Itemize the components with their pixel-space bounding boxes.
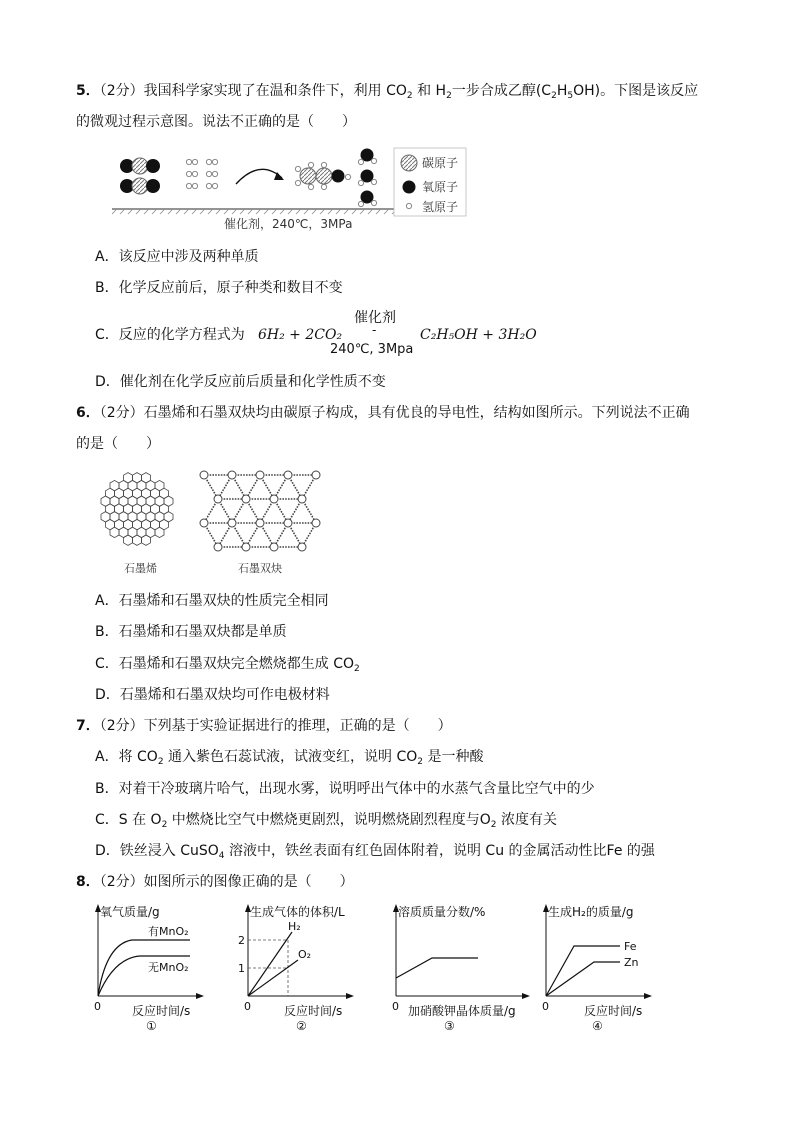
graph-4-series-zn: Zn — [624, 956, 639, 969]
q7-option-c[interactable] — [95, 810, 557, 830]
oxygen-atom-icon — [403, 181, 416, 194]
graph-4-origin: 0 — [542, 1000, 549, 1013]
q7-option-a[interactable] — [95, 747, 483, 767]
equation-condition-top: 催化剂 — [354, 310, 396, 326]
legend-oxygen: 氧原子 — [422, 180, 459, 194]
graph-3-origin: 0 — [392, 1000, 399, 1013]
equation-right: C₂H₅OH + 3H₂O — [420, 327, 537, 343]
q7-option-b[interactable]: B．对着干冷玻璃片哈气，出现水雾，说明呼出气体中的水蒸气含量比空气中的少 — [95, 781, 595, 797]
graph-1-series-2: 无MnO₂ — [148, 961, 189, 974]
q6-number: 6． — [76, 405, 100, 421]
graph-3-ylabel: 溶质质量分数/% — [398, 905, 486, 919]
q7-option-d[interactable] — [95, 841, 655, 861]
curve-concentration — [396, 958, 478, 978]
q7-stem-text: 下列基于实验证据进行的推理，正确的是（ ） — [143, 718, 452, 734]
q5-option-b[interactable]: B．化学反应前后，原子种类和数目不变 — [95, 280, 343, 296]
graphene-lattice — [101, 473, 173, 546]
graph-1-series-1: 有MnO₂ — [148, 925, 189, 938]
h2-molecules — [186, 159, 217, 188]
curve-zn — [546, 962, 620, 996]
graphdiyne-structure — [190, 466, 330, 556]
co2-molecule — [120, 158, 160, 174]
q7-sub: 2 — [157, 757, 164, 767]
legend-hydrogen: 氢原子 — [422, 200, 459, 214]
q8-points: （2分） — [99, 874, 144, 890]
q7-points: （2分） — [99, 718, 144, 734]
graphene-structure — [94, 466, 180, 552]
graph-4-xlabel: 反应时间/s — [584, 1004, 643, 1018]
q5-points: （2分） — [99, 83, 144, 99]
legend-carbon: 碳原子 — [422, 156, 459, 170]
benzene-ring — [284, 471, 292, 479]
graph-4-series-fe: Fe — [624, 940, 637, 953]
carbon-atom-icon — [401, 155, 417, 171]
q6-points: （2分） — [99, 405, 144, 421]
graph-4 — [536, 900, 656, 1035]
benzene-ring — [214, 495, 222, 503]
q5-stem-text: 我国科学家实现了在温和条件下，利用 CO — [143, 83, 407, 99]
equation-condition-mid: - — [372, 323, 377, 337]
q7-option-c-text: C．S 在 O — [95, 812, 162, 828]
graph-2-series-o2: O₂ — [298, 948, 312, 961]
q5-number: 5． — [76, 83, 100, 99]
graph-3-caption: ③ — [444, 1019, 455, 1033]
graph-1-xlabel: 反应时间/s — [132, 1004, 191, 1018]
line-o2 — [248, 960, 298, 996]
q5-stem-text: 一步合成乙醇(C — [451, 83, 552, 99]
graph-2-caption: ② — [296, 1019, 307, 1033]
q7-sub: 2 — [161, 820, 168, 830]
q8-number: 8． — [76, 874, 100, 890]
benzene-ring — [270, 495, 278, 503]
q6-option-c[interactable] — [95, 654, 360, 674]
benzene-ring — [200, 519, 208, 527]
q8-stem-text: 如图所示的图像正确的是（ ） — [143, 874, 354, 890]
x-axis-arrow-icon — [644, 993, 652, 999]
catalyst-label: 催化剂，240℃，3MPa — [224, 217, 353, 231]
graph-2-tick-1: 1 — [238, 962, 245, 975]
line-h2 — [248, 932, 292, 996]
graphene-hexagon — [155, 527, 164, 537]
q7-option-a-text: 通入紫色石蕊试液，试液变红，说明 CO — [163, 749, 418, 765]
x-axis-arrow-icon — [196, 993, 204, 999]
q5-option-c[interactable] — [95, 325, 245, 345]
q6-option-d[interactable]: D．石墨烯和石墨双炔均可作电极材料 — [95, 687, 330, 703]
q7-number: 7． — [76, 718, 100, 734]
benzene-ring — [214, 543, 222, 551]
graph-2-tick-2: 2 — [238, 934, 245, 947]
reaction-arrow-icon — [236, 169, 284, 184]
q7-option-a-text: 是一种酸 — [423, 749, 484, 765]
graph-2-origin: 0 — [244, 1000, 251, 1013]
benzene-ring — [284, 519, 292, 527]
graphdiyne-lattice — [200, 471, 320, 551]
graphene-hexagon — [110, 527, 119, 537]
q5-sub: 5 — [567, 91, 574, 101]
ethanol-molecule — [295, 162, 350, 189]
graphdiyne-label: 石墨双炔 — [238, 562, 282, 575]
graph-1-ylabel: 氧气质量/g — [100, 905, 160, 919]
q6-sub: 2 — [354, 664, 360, 674]
equation-left: 6H₂ + 2CO₂ — [258, 327, 343, 343]
benzene-ring — [298, 495, 306, 503]
q5-sub: 2 — [446, 91, 452, 101]
benzene-ring — [312, 471, 320, 479]
graph-2-xlabel: 反应时间/s — [284, 1004, 343, 1018]
benzene-ring — [242, 495, 250, 503]
q6-option-a[interactable]: A．石墨烯和石墨双炔的性质完全相同 — [95, 593, 329, 609]
graph-3 — [386, 900, 536, 1035]
q5-sub: 2 — [551, 91, 557, 101]
q7-sub: 2 — [417, 757, 423, 767]
graph-2-ylabel: 生成气体的体积/L — [250, 905, 345, 919]
graphene-hexagon — [142, 535, 151, 545]
q5-option-c-text: C．反应的化学方程式为 — [95, 327, 245, 343]
q8-stem — [76, 872, 736, 892]
q5-option-a[interactable]: A．该反应中涉及两种单质 — [95, 249, 259, 265]
q7-option-d-text: D．铁丝浸入 CuSO — [95, 843, 219, 859]
benzene-ring — [256, 519, 264, 527]
q5-stem-line2: 的微观过程示意图。说法不正确的是（ ） — [76, 114, 356, 130]
q5-sub: 2 — [406, 91, 413, 101]
q5-reaction-figure — [112, 144, 468, 236]
benzene-ring — [298, 543, 306, 551]
x-axis-arrow-icon — [522, 993, 530, 999]
q7-sub: 4 — [218, 851, 225, 861]
q7-option-d-text: 溶液中，铁丝表面有红色固体附着，说明 Cu 的金属活动性比Fe 的强 — [224, 843, 655, 859]
q5-stem-text: OH)。下图是该反应 — [573, 83, 699, 99]
q6-stem-text: 石墨烯和石墨双炔均由碳原子构成，具有优良的导电性，结构如图所示。下列说法不正确 — [143, 405, 690, 421]
q7-option-c-text: 中燃烧比空气中燃烧更剧烈，说明燃烧剧烈程度与O — [167, 812, 491, 828]
benzene-ring — [242, 543, 250, 551]
graph-1-origin: 0 — [94, 1000, 101, 1013]
graph-2-series-h2: H₂ — [288, 920, 301, 933]
benzene-ring — [228, 471, 236, 479]
graphene-hexagon — [133, 535, 142, 545]
q6-stem-line2: 的是（ ） — [76, 436, 160, 452]
q6-stem — [76, 403, 736, 423]
x-axis-arrow-icon — [346, 993, 354, 999]
benzene-ring — [312, 519, 320, 527]
q6-option-b[interactable]: B．石墨烯和石墨双炔都是单质 — [95, 624, 287, 640]
benzene-ring — [256, 471, 264, 479]
q7-option-a-text: A．将 CO — [95, 749, 158, 765]
graphene-label: 石墨烯 — [124, 562, 157, 575]
graph-2 — [236, 900, 366, 1035]
benzene-ring — [200, 471, 208, 479]
graph-4-ylabel: 生成H₂的质量/g — [548, 905, 634, 919]
q6-option-c-text: C．石墨烯和石墨双炔完全燃烧都生成 CO — [95, 656, 355, 672]
co2-molecule — [120, 178, 160, 194]
graph-3-xlabel: 加硝酸钾晶体质量/g — [408, 1004, 516, 1018]
q7-stem — [76, 716, 736, 736]
graph-4-caption: ④ — [592, 1019, 603, 1033]
graphene-hexagon — [124, 535, 133, 545]
graph-1-caption: ① — [146, 1019, 157, 1033]
q5-stem — [76, 81, 736, 101]
benzene-ring — [228, 519, 236, 527]
benzene-ring — [270, 543, 278, 551]
water-molecules — [358, 149, 376, 207]
q7-option-c-text: 浓度有关 — [496, 812, 557, 828]
q5-option-d[interactable]: D．催化剂在化学反应前后质量和化学性质不变 — [95, 374, 386, 390]
hydrogen-atom-icon — [406, 203, 411, 208]
q5-stem-text: 和 H — [412, 83, 447, 99]
graph-1 — [88, 900, 208, 1035]
equation-condition-bottom: 240℃, 3Mpa — [330, 342, 414, 357]
q5-stem-text: H — [556, 83, 568, 99]
q7-sub: 2 — [490, 820, 497, 830]
